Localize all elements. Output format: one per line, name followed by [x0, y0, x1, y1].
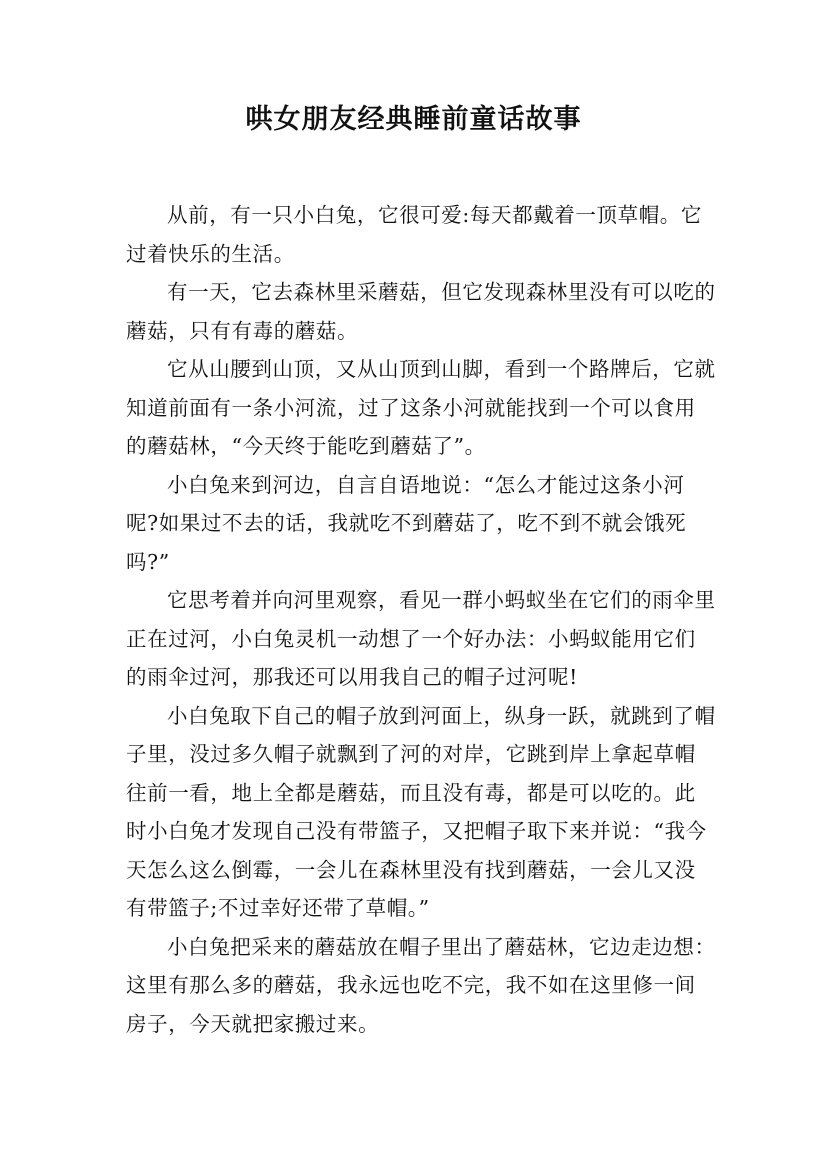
story-paragraph: 从前，有一只小白兔，它很可爱:每天都戴着一顶草帽。它过着快乐的生活。: [126, 203, 703, 266]
story-paragraph: 有一天，它去森林里采蘑菇，但它发现森林里没有可以吃的蘑菇，只有有毒的蘑菇。: [126, 280, 716, 343]
story-body: [126, 196, 716, 1043]
document-title: 哄女朋友经典睡前童话故事: [245, 104, 582, 135]
story-paragraph: 它从山腰到山顶，又从山顶到山脚，看到一个路牌后，它就知道前面有一条小河流，过了这条小河就能找到一个可以食用的蘑菇林，“今天终于能吃到蘑菇了”。: [126, 357, 716, 458]
story-paragraph: 小白兔来到河边，自言自语地说：“怎么才能过这条小河呢?如果过不去的话，我就吃不到蘑菇了，吃不到不就会饿死吗?”: [126, 472, 687, 574]
story-paragraph: 它思考着并向河里观察，看见一群小蚂蚁坐在它们的雨伞里正在过河，小白兔灵机一动想了一个好办法：小蚂蚁能用它们的雨伞过河，那我还可以用我自己的帽子过河呢!: [126, 588, 716, 689]
story-paragraph: 小白兔取下自己的帽子放到河面上，纵身一跃，就跳到了帽子里，没过多久帽子就飘到了河的对岸，它跳到岸上拿起草帽往前一看，地上全都是蘑菇，而且没有毒，都是可以吃的。此时小白兔才发现自己没有带篮子，又把帽子取下来并说：“我今天怎么这么倒霉，一会儿在森林里没有找到蘑菇，一会儿又没有带篮子;不过幸好还带了草帽。”: [126, 703, 716, 920]
story-paragraph: 小白兔把采来的蘑菇放在帽子里出了蘑菇林，它边走边想：这里有那么多的蘑菇，我永远也吃不完，我不如在这里修一间房子，今天就把家搬过来。: [126, 934, 716, 1036]
